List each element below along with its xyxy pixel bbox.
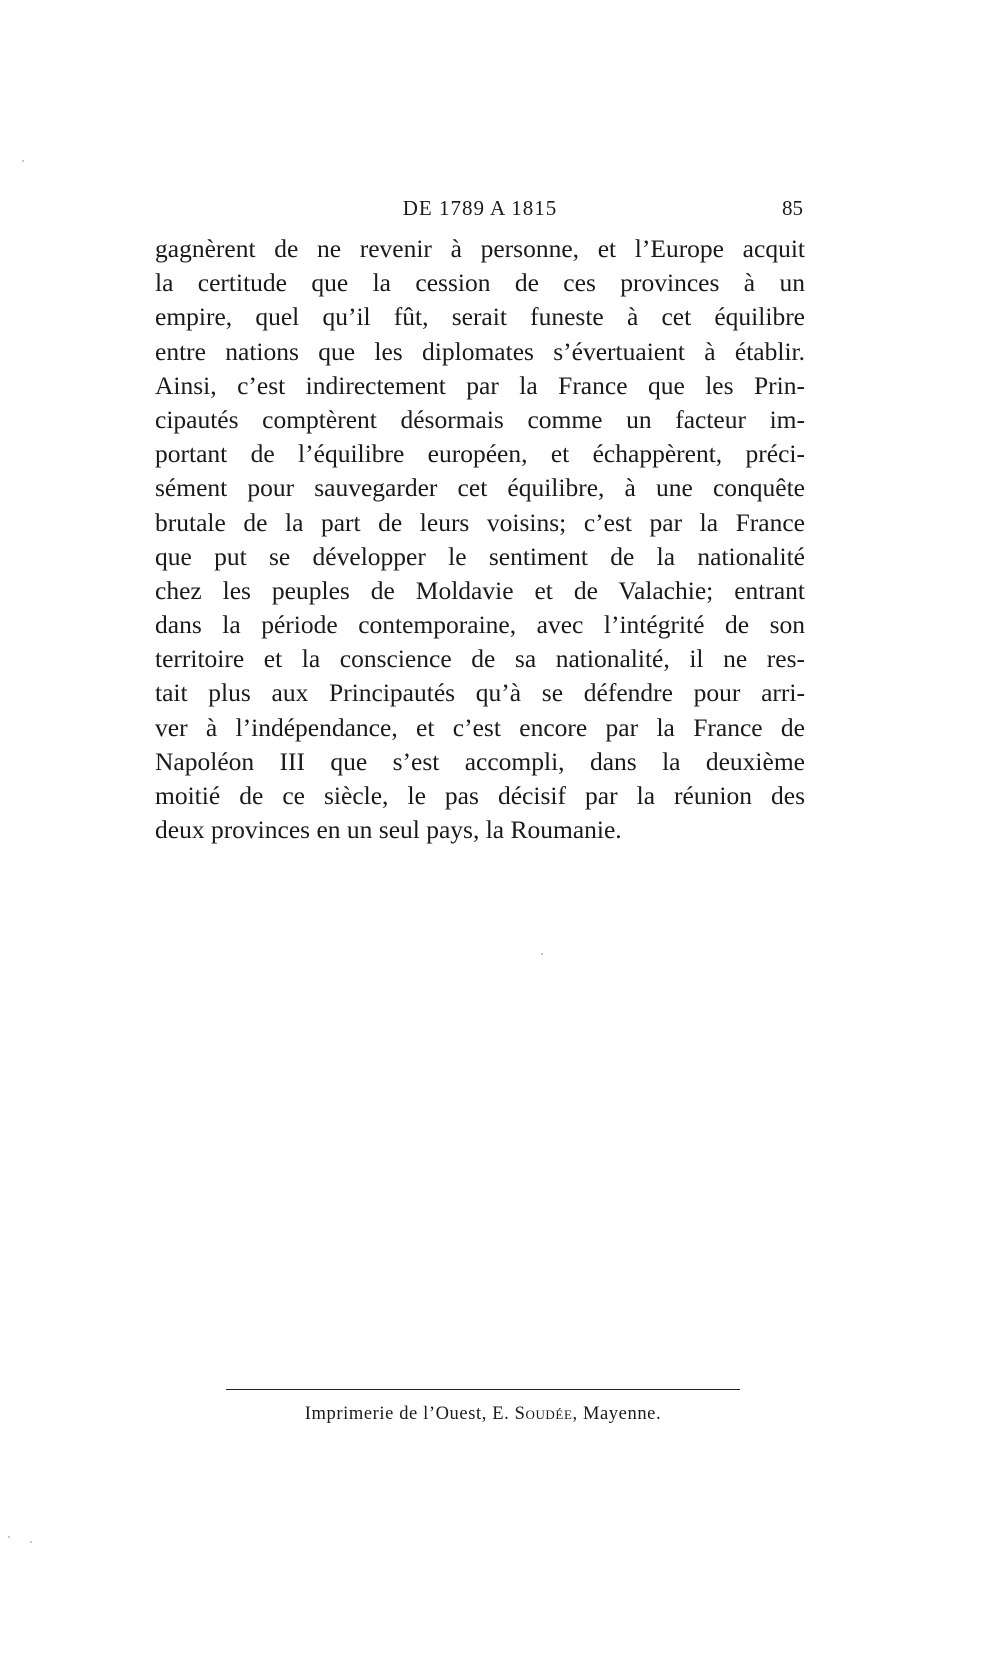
text-line: tait plus aux Principautés qu’à se défendre pour arri- (155, 678, 805, 708)
text-line: Napoléon III que s’est accompli, dans la deuxième (155, 746, 805, 776)
scan-speck (8, 1536, 10, 1538)
imprint-name: Soudée (514, 1404, 573, 1424)
footer-rule (226, 1389, 740, 1390)
running-title: DE 1789 A 1815 (402, 196, 558, 220)
page-number: 85 (782, 196, 803, 220)
text-line: cipautés comptèrent désormais comme un facteur im- (155, 404, 805, 434)
text-line: moitié de ce siècle, le pas décisif par la réunion des (155, 781, 805, 810)
text-line: dans la période contemporaine, avec l’intégrité de son (155, 610, 805, 640)
text-line: brutale de la part de leurs voisins; c’est par la France (155, 507, 805, 537)
text-line: gagnèrent de ne revenir à personne, et l’Europe acquit (155, 234, 805, 263)
scan-speck (22, 160, 24, 162)
scan-speck (541, 953, 543, 955)
text-line: sément pour sauvegarder cet équilibre, à une conquête (155, 473, 805, 503)
scan-speck (30, 1541, 32, 1543)
text-line: territoire et la conscience de sa nationalité, il ne res- (155, 644, 805, 674)
printer-imprint (226, 1404, 740, 1425)
text-line: chez les peuples de Moldavie et de Valachie; entrant (155, 575, 805, 605)
text-line: entre nations que les diplomates s’évertuaient à établir. (155, 336, 805, 366)
text-line: empire, quel qu’il fût, serait funeste à cet équilibre (155, 302, 805, 332)
running-head (155, 196, 805, 230)
text-line: deux provinces en un seul pays, la Roumanie. (155, 815, 622, 845)
text-line: que put se développer le sentiment de la nationalité (155, 541, 805, 571)
text-line: ver à l’indépendance, et c’est encore par la France de (155, 712, 805, 742)
body-paragraph (155, 232, 805, 847)
imprint-prefix: Imprimerie de l’Ouest, E. (304, 1404, 515, 1424)
imprint-suffix: , Mayenne. (572, 1404, 662, 1424)
text-line: portant de l’équilibre européen, et échappèrent, préci- (155, 439, 805, 469)
text-line: Ainsi, c’est indirectement par la France que les Prin- (155, 370, 805, 400)
text-line: la certitude que la cession de ces provinces à un (155, 268, 805, 298)
